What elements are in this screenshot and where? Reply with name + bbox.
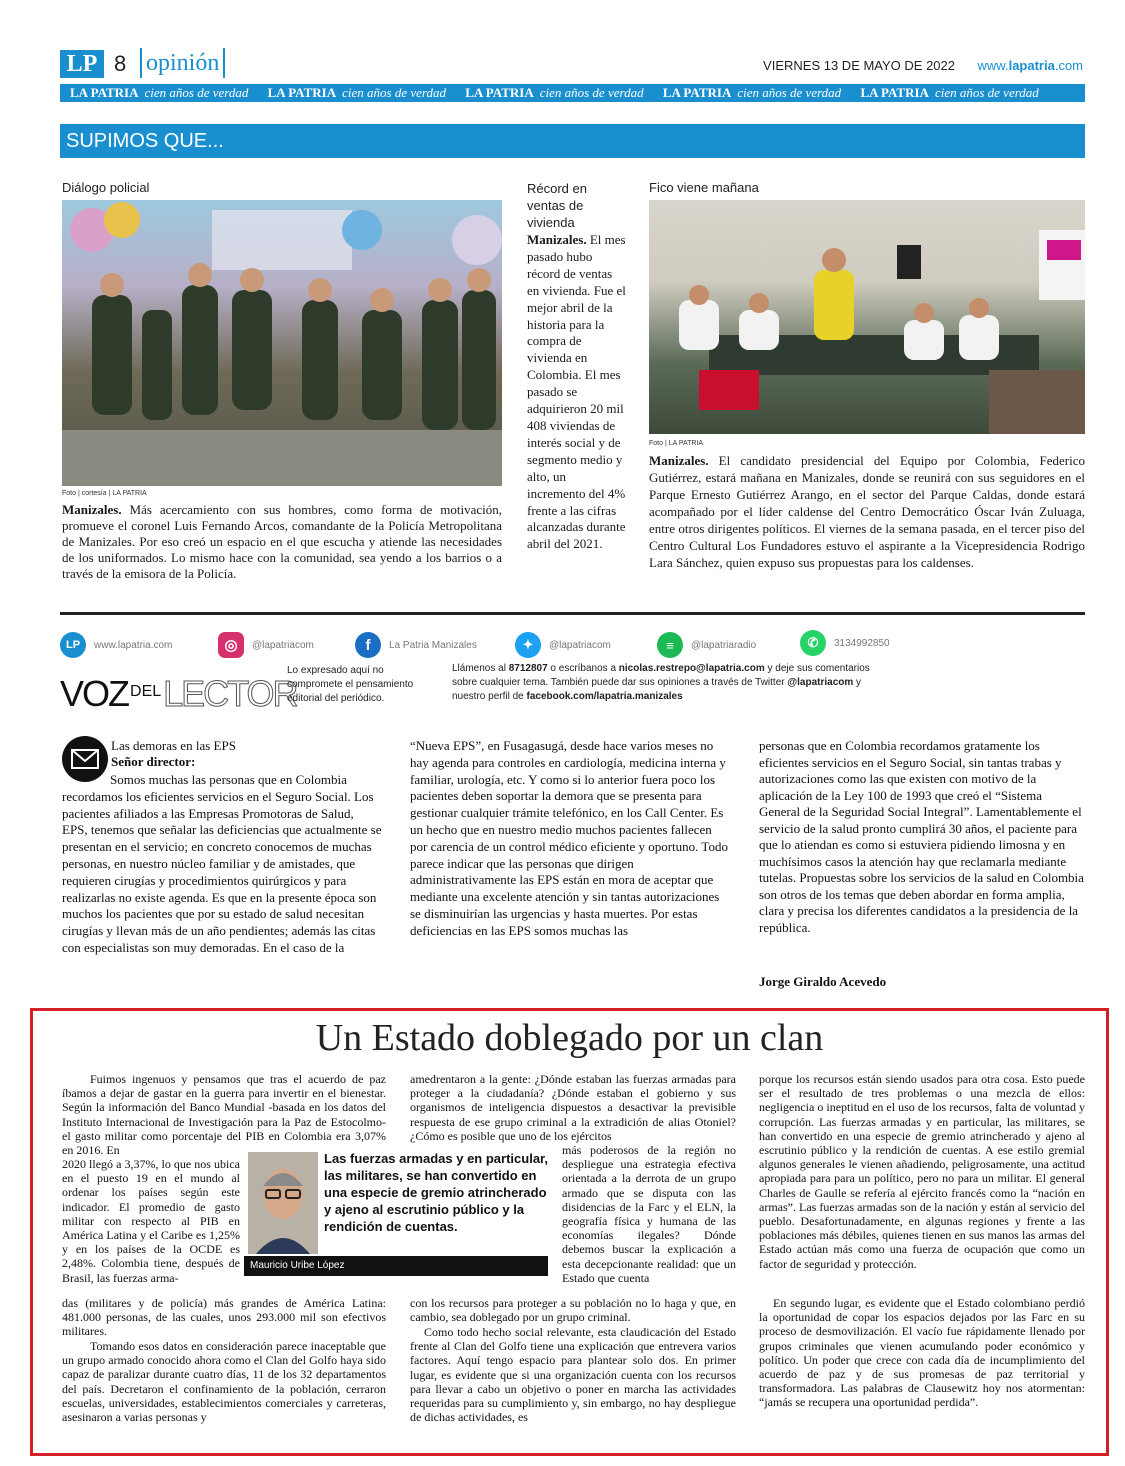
letter-title: Las demoras en las EPS — [111, 738, 236, 753]
item-text: El candidato presidencial del Equipo por Colombia, Federico Gutiérrez, estará mañana en Manizales, donde se reunirá con sus seguidores en el Parque Ernesto Gutiérrez Arango, en el sector del Parque Caldas, donde estará acompañado por el líder caldense del Centro Democrático Óscar Iván Zuluaga, entre otros dirigentes políticos. El viernes de la semana pasada, en el tercer piso del Centro Cultural Los Fundadores estuvo el aspirante a la Vicepresidencia Rodrigo Lara Sánchez, quien expuso sus propuestas para los caldenses. — [649, 453, 1085, 570]
whatsapp-icon: ✆ — [800, 630, 826, 656]
email-link[interactable]: nicolas.restrepo@lapatria.com — [618, 663, 765, 674]
column-text-2b: más poderosos de la región no despliegue una estrategia efectiva orientada a la derrota de un grupo armado que se disputa con las disidencias de la Farc y el ELN, la geografía física y humana de las economías ilegales? Dónde debemos buscar la explicación a esta decepcionante realidad: que un Estado que cuenta — [562, 1143, 736, 1285]
facebook-link[interactable]: facebook.com/lapatria.manizales — [526, 691, 683, 702]
section-divider — [60, 612, 1085, 615]
social-spotify[interactable] — [657, 633, 756, 657]
contact-text: y nuestro perfil de — [452, 677, 862, 702]
letter-column-1: Somos muchas las personas que en Colombia recordamos los eficientes servicios en el Seguro Social. Los pacientes afiliados a las Empresas Promotoras de Salud, EPS, tenemos que señalar las deficiencias que actualmente se presentan en el servicio; en concreto conocemos de muchas personas, en nuestro núcleo familiar y de amistades, que requieren cirugías y procedimientos quirúrgicos y para realizarlas no existe agenda. Es que en la presente época son muchos los pacientes que por su estado de salud necesitan cirugías y llevan más de un año pendientes; además las citas con especialistas son muy demoradas. En el caso de la — [62, 772, 382, 955]
column-text-1b: 2020 llegó a 3,37%, lo que nos ubica en el puesto 19 en el mundo al ordenar los países según este indicador. El promedio de gasto militar con respecto al PIB en América Latina y el Caribe es 1,25% y en los países de la OCDE es 2,48%. Colombia tiene, después de Brasil, las fuerzas arma- — [62, 1157, 240, 1285]
item-kicker: Récord en ventas de vivienda — [527, 181, 587, 230]
column-text-3b: En segundo lugar, es evidente que el Estado colombiano perdió la oportunidad de copar los espacios dejados por las Farc en su proceso de desmovilización. El vacío fue rápidamente llenado por grupos criminales que vienen acumulando poder económico y político. Un poder que crece con cada día de incumplimiento del acuerdo de paz y de sus promesas de paz territorial y transformadora. Las palabras de Clausewitz hoy nos atormentan: “jamás se recupera una oportunidad perdida”. — [759, 1296, 1085, 1410]
banner-brand: LA PATRIA — [662, 85, 732, 100]
column-text-1c: das (militares y de policía) más grandes de América Latina: 481.000 personas, de las cuales, unos 293.000 mil son efectivos militares. — [62, 1296, 386, 1339]
column-text-3a: porque los recursos están siendo usados para otra cosa. Esto puede ser el resultado de tres problemas o una mezcla de ellos: negligencia o ineptitud en el uso de los recursos, falta de voluntad y corrupción. Las fuerzas armadas y en particular, las militares, se han convertido en una especie de gremio atrincherado y ajeno al escrutinio público y la rendición de cuentas. A ese estilo gremial algunos generales le vienen añadiendo, peligrosamente, una actitud apropiada para para un político, pero no para un militar. El general Charles de Gaulle se refería al ejército francés como la “nación en armas”. Las fuerzas armadas son de la nación y están al servicio del pueblo. Desafortunadamente, en algunas regiones y frente a las poblaciones más débiles, quienes tienen en sus manos las armas del Estado actúan más como una fuerza de ocupación que como un factor de seguridad y protección. — [759, 1072, 1085, 1271]
item-place: Manizales. — [649, 453, 709, 468]
contact-info — [452, 662, 892, 704]
item-text: El mes pasado hubo récord de ventas en vivienda. Fue el mejor abril de la historia para la compra de vivienda en Colombia. El mes pasado se adquirieron 20 mil 408 viviendas de interés social y de segmento medio y alto, un incremento del 4% frente a las cifras alcanzadas durante abril del 2021. — [527, 232, 626, 552]
banner-brand: LA PATRIA — [860, 85, 929, 100]
contact-text: Llámenos al — [452, 663, 509, 674]
twitter-handle[interactable]: @lapatriacom — [787, 677, 854, 688]
social-spotify-label: @lapatriaradio — [691, 639, 757, 651]
del-word: DEL — [130, 683, 162, 700]
brand-banner — [60, 84, 1085, 102]
social-whatsapp[interactable] — [800, 631, 890, 655]
social-web-label: www.lapatria.com — [94, 639, 173, 651]
column-text-1d: Tomando esos datos en consideración parece inaceptable que un grupo armado conocido ahora como el Clan del Golfo haya sido capaz de paralizar durante cuatro días, 11 de los 32 departamentos del país. Decretaron el confinamiento de la población, cerraron escuelas, universidades, establecimientos comerciales y carreteras, asesinaron a varias personas y — [62, 1339, 386, 1425]
pull-quote: Las fuerzas armadas y en particular, las militares, se han convertido en una especie de gremio atrincherado y ajeno al escrutinio público y la rendición de cuentas. — [324, 1151, 548, 1234]
author-photo — [248, 1152, 318, 1254]
contact-text: y deje sus comentarios sobre cualquier tema. También puede dar sus opiniones a través de Twitter — [452, 663, 870, 688]
banner-brand: LA PATRIA — [70, 85, 139, 100]
photo-credit: Foto | cortesía | LA PATRIA — [62, 490, 147, 497]
banner-tagline: cien años de verdad — [934, 85, 1039, 100]
item-kicker: Diálogo policial — [62, 180, 150, 195]
lector-word: LECTOR — [163, 673, 297, 714]
police-dialogue-photo — [62, 200, 502, 486]
social-twitter[interactable] — [515, 633, 611, 657]
letter-signature: Jorge Giraldo Acevedo — [759, 974, 887, 989]
twitter-icon: ✦ — [515, 632, 541, 658]
la-patria-logo[interactable]: LP — [60, 50, 104, 78]
spotify-icon: ≡ — [657, 632, 683, 658]
social-twitter-label: @lapatriacom — [549, 639, 611, 651]
banner-brand: LA PATRIA — [465, 85, 534, 100]
voz-del-lector-title — [60, 672, 297, 714]
fico-meeting-photo — [649, 200, 1085, 434]
banner-tagline: cien años de verdad — [737, 85, 842, 100]
item-place: Manizales. — [527, 232, 587, 247]
lp-icon: LP — [60, 632, 86, 658]
site-prefix: www. — [977, 58, 1009, 73]
letter-column-3: personas que en Colombia recordamos gratamente los eficientes servicios en el Seguro Social, sin tantas trabas y autorizaciones como las que existen con motivo de la aplicación de la Ley 100 de 1993 que creó el “Sistema General de la Seguridad Social Integral”. Lamentablemente el servicio de la salud pronto cumplirá 30 años, el paciente para que lo atiendan es como si estuviera pidiendo limosna y en muchísimos casos la atención hay que reclamarla mediante tutelas. Propuestas sobre los servicios de la salud en Colombia son otros de los temas que deben abordar en forma amplia, clara y precisa los diferentes candidatos a la presidencia de la república. — [759, 738, 1084, 935]
item-place: Manizales. — [62, 502, 122, 517]
social-whatsapp-label: 3134992850 — [834, 637, 890, 649]
column-text-2c: con los recursos para proteger a su población no lo haga y que, en cambio, sea doblegado por un grupo criminal. — [410, 1296, 736, 1325]
item-body — [527, 232, 627, 553]
column-text-2d: Como todo hecho social relevante, esta claudicación del Estado frente al Clan del Golfo tiene una explicación que entrevera varios factores. Aquí tengo espacio para plantear solo dos. En primer lugar, es evidente que si una organización cuenta con los recursos para llevar a cabo un objetivo o poner en marcha las actividades requeridas para su cumplimiento y, sin embargo, no hay despliegue de dichas actividades, es — [410, 1325, 736, 1425]
column-title: Un Estado doblegado por un clan — [315, 1017, 824, 1059]
site-link[interactable] — [978, 58, 1083, 73]
item-body — [62, 502, 502, 582]
section-name: opinión — [140, 48, 225, 78]
item-text: Más acercamiento con sus hombres, como forma de motivación, promueve el coronel Luis Fernando Arcos, comandante de la Policía Metropolitana de Manizales. Por eso creó un espacio en el que escucha y atiende las necesidades de los uniformados. Lo mismo hace con la comunidad, sea yendo a los barrios o a través de la emisora de la Policía. — [62, 502, 502, 581]
banner-tagline: cien años de verdad — [342, 85, 446, 100]
disclaimer-note: Lo expresado aquí no compromete el pensamiento editorial del periódico. — [287, 665, 414, 704]
column-text-1a: Fuimos ingenuos y pensamos que tras el acuerdo de paz íbamos a dejar de gastar en la guerra para invertir en el bienestar. Según la información del Banco Mundial -basada en los datos del Instituto Internacional de Investigación para la Paz de Estocolmo- el gasto militar como porcentaje del PIB en Colombia era 3,07% en 2016. En — [62, 1072, 386, 1158]
social-instagram-label: @lapatriacom — [252, 639, 314, 651]
page-number: 8 — [114, 51, 127, 76]
item-body — [649, 452, 1085, 571]
item-kicker: Fico viene mañana — [649, 180, 759, 195]
phone-number[interactable]: 8712807 — [508, 663, 548, 674]
voz-word: VOZ — [60, 673, 129, 714]
author-name: Mauricio Uribe López — [244, 1256, 548, 1276]
banner-tagline: cien años de verdad — [539, 85, 644, 100]
instagram-icon: ◎ — [218, 632, 244, 658]
social-facebook[interactable] — [355, 633, 477, 657]
facebook-icon: f — [355, 632, 381, 658]
banner-tagline: cien años de verdad — [144, 85, 249, 100]
social-facebook-label: La Patria Manizales — [389, 639, 477, 651]
site-suffix: .com — [1054, 58, 1083, 73]
site-brand: lapatria — [1008, 58, 1055, 73]
issue-date: VIERNES 13 DE MAYO DE 2022 — [763, 58, 955, 73]
letter-column-2: “Nueva EPS”, en Fusagasugá, desde hace varios meses no hay agenda para controles en cardiología, medicina interna y familiar, urología, etc. Y como si lo anterior fuera poco los pacientes deben soportar la demora que se presenta para gestionar cualquier trámite telefónico, en los Call Center. Es un hecho que en nuestro medio muchos pacientes fallecen por carencia de un control médico eficiente y oportuno. Todo parece indicar que las personas que dirigen administrativamente las EPS están en mora de aceptar que mediante una excelente atención y sin tantas autorizaciones se disminuirían las urgencias y hasta muertes. Por estas deficiencias en las EPS somos muchas las — [410, 738, 728, 938]
banner-brand: LA PATRIA — [267, 85, 337, 100]
social-web[interactable] — [60, 633, 172, 657]
photo-credit: Foto | LA PATRIA — [649, 440, 704, 447]
section-header-supimos: SUPIMOS QUE... — [60, 124, 1085, 158]
social-instagram[interactable] — [218, 633, 314, 657]
letter-salutation: Señor director: — [111, 754, 196, 769]
contact-text: o escríbanos a — [547, 663, 619, 674]
column-text-2a: amedrentaron a la gente: ¿Dónde estaban las fuerzas armadas para proteger a la ciudadanía? ¿Dónde estaban el gobierno y sus organismos de inteligencia dispuestos a desactivar la previsible respuesta de ese grupo criminal a la extradición de alias Otoniel? ¿Cómo es posible que uno de los ejércitos — [410, 1072, 736, 1143]
